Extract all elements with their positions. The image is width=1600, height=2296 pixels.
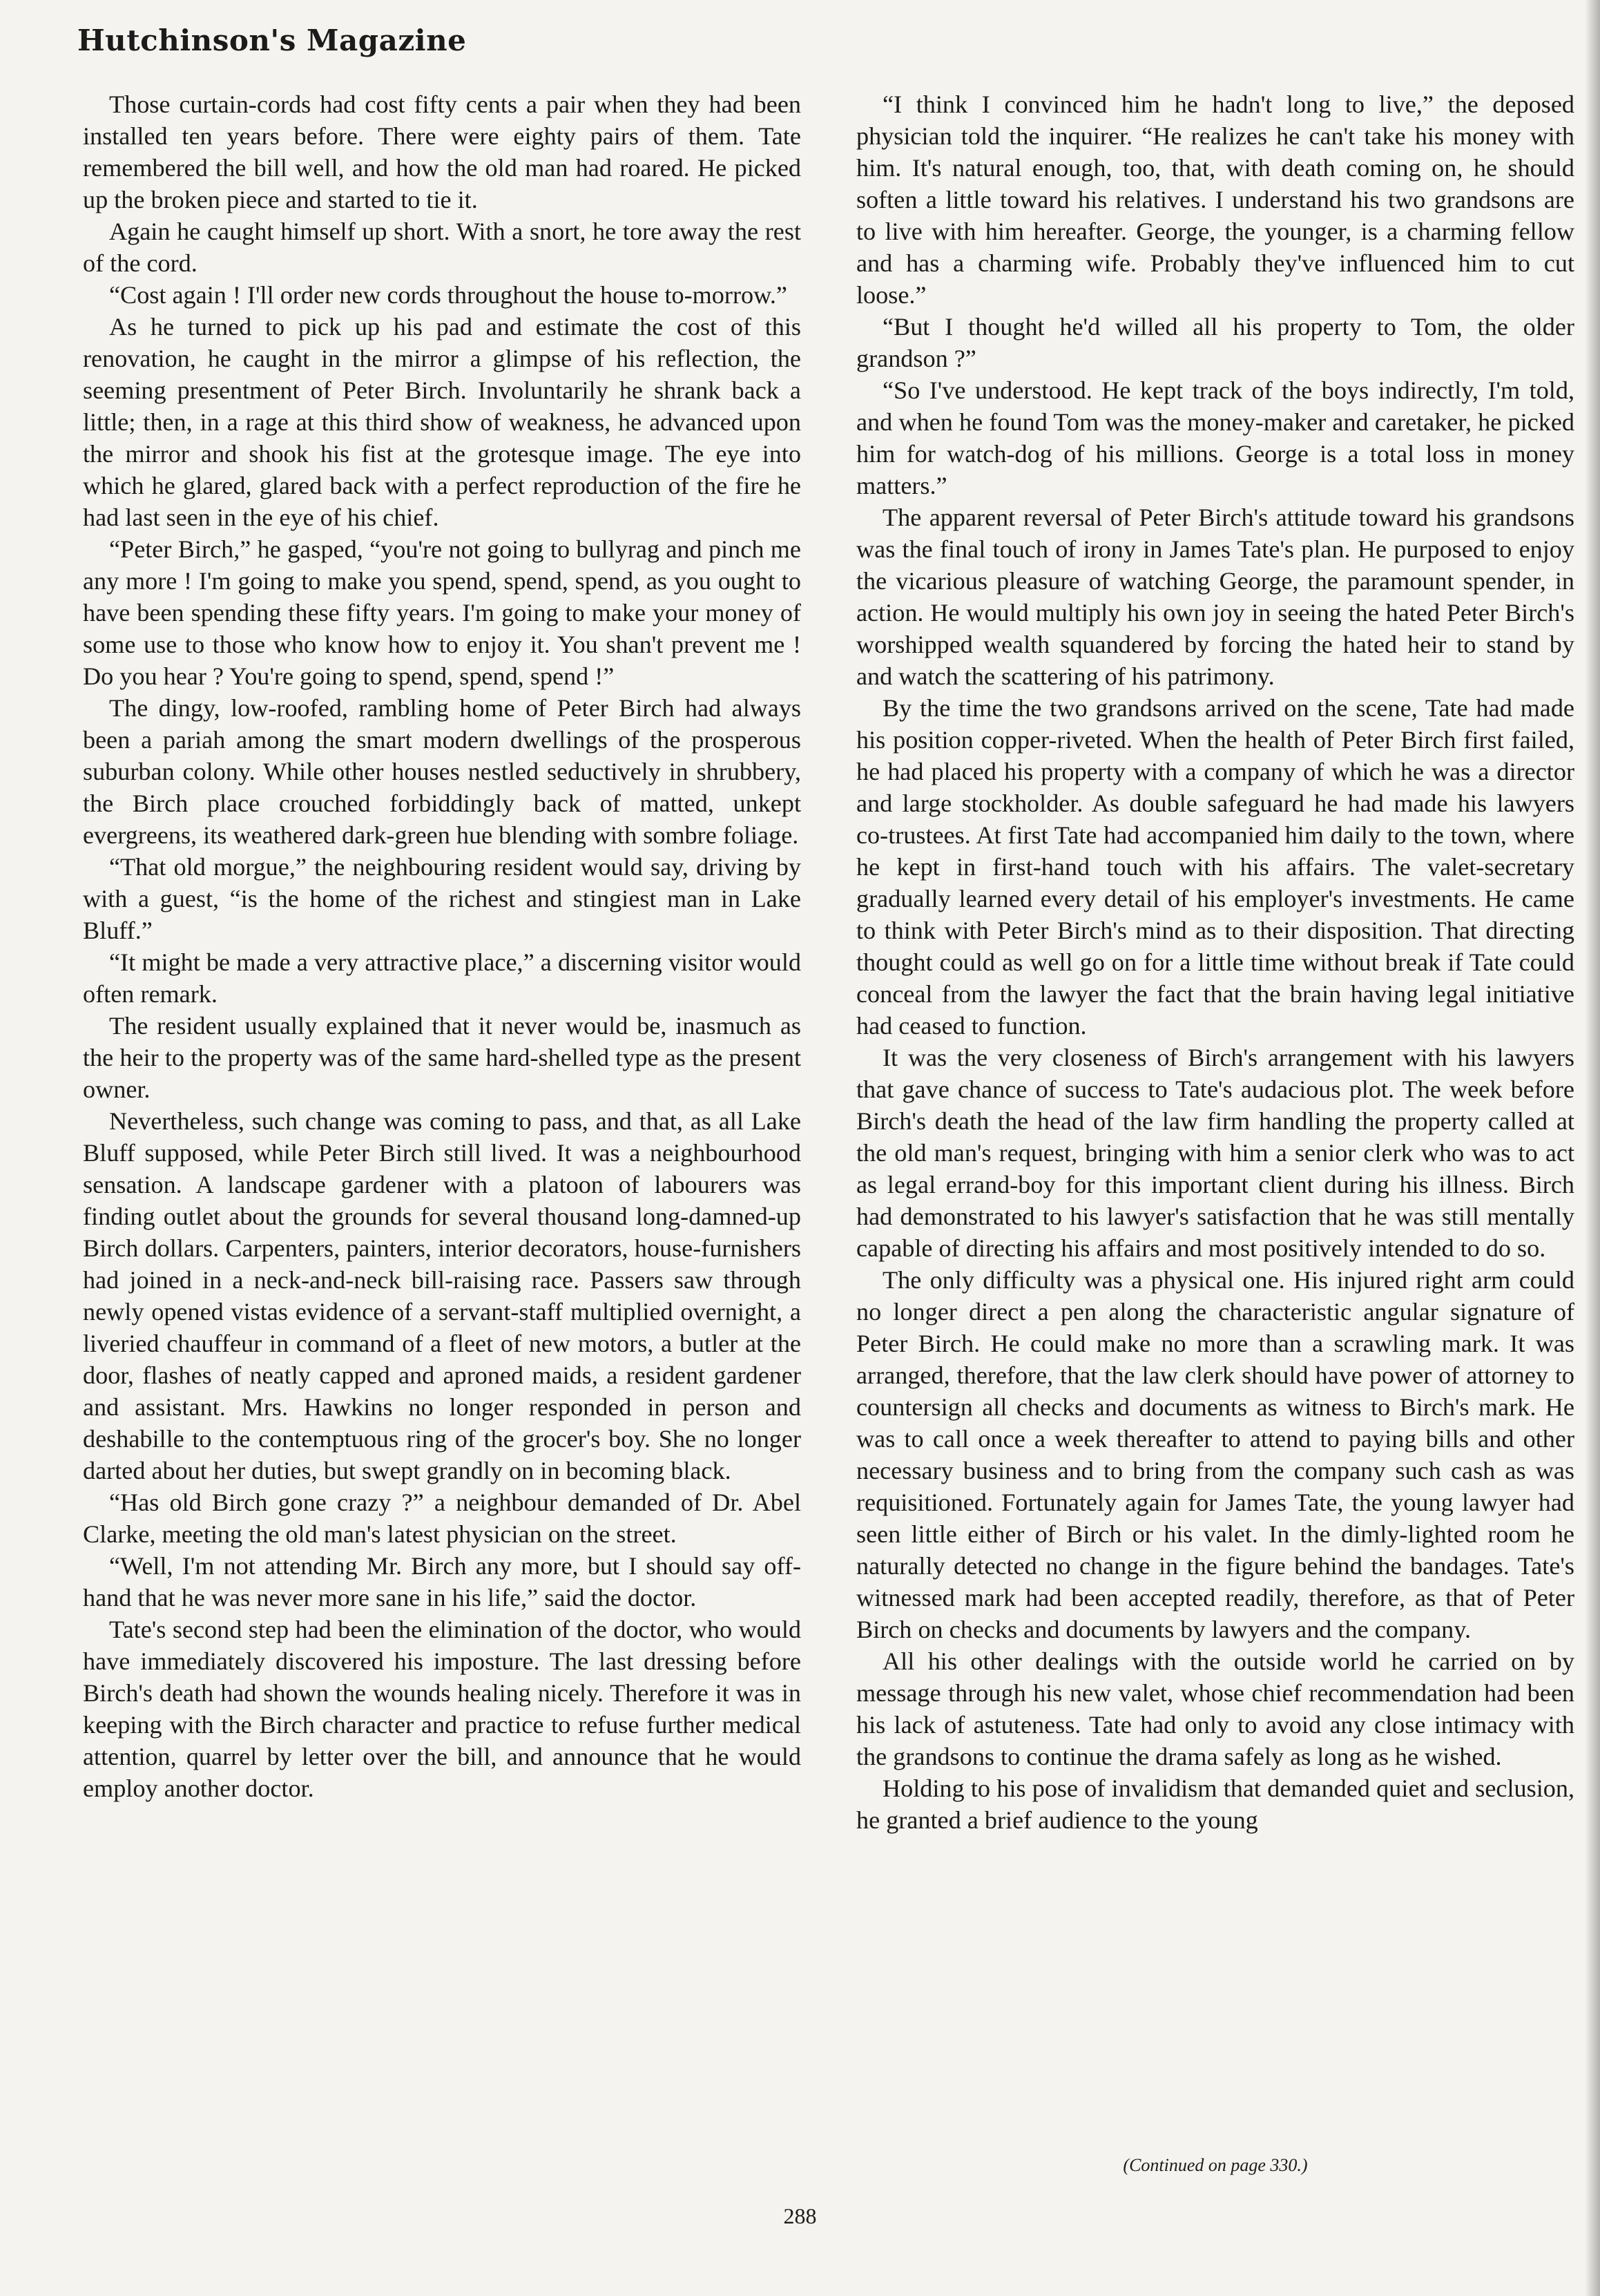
paragraph: “Has old Birch gone crazy ?” a neighbour demanded of Dr. Abel Clarke, meeting the old man's latest physician on the street. <box>83 1489 801 1548</box>
paragraph: “I think I convinced him he hadn't long to live,” the deposed physician told the inquirer. “He realizes he can't take his money with him. It's natural enough, too, that, with death coming on, he should soften a little toward his relatives. I understand his two grandsons are to live with him hereafter. George, the younger, is a charming fellow and has a charming wife. Probably they've influenced him to cut loose.” <box>856 90 1574 309</box>
paragraph: The apparent reversal of Peter Birch's attitude toward his grandsons was the final touch of irony in James Tate's plan. He purposed to enjoy the vicarious pleasure of watching George, the paramount spender, in action. He would multiply his own joy in seeing the hated Peter Birch's worshipped wealth squandered by forcing the hated heir to stand by and watch the scattering of his patrimony. <box>856 504 1574 690</box>
right-column <box>856 88 1574 1836</box>
continuation-note: (Continued on page 330.) <box>1123 2155 1308 2175</box>
page-number: 288 <box>783 2203 817 2228</box>
paragraph: Again he caught himself up short. With a snort, he tore away the rest of the cord. <box>83 218 801 277</box>
left-column <box>83 88 801 1804</box>
paragraph: “Cost again ! I'll order new cords throughout the house to-morrow.” <box>109 281 787 309</box>
paragraph: Nevertheless, such change was coming to pass, and that, as all Lake Bluff supposed, while Peter Birch still lived. It was a neighbourhood sensation. A landscape gardener with a platoon of labourers was finding outlet about the grounds for several thousand long-damned-up Birch dollars. Carpenters, painters, interior decorators, house-furnishers had joined in a neck-and-neck bill-raising race. Passers saw through newly opened vistas evidence of a servant-staff multiplied overnight, a liveried chauffeur in command of a fleet of new motors, a butler at the door, flashes of neatly capped and aproned maids, a resident gardener and assistant. Mrs. Hawkins no longer responded in person and deshabille to the contemptuous ring of the grocer's boy. She no longer darted about her duties, but swept grandly on in becoming black. <box>83 1107 801 1484</box>
paragraph: By the time the two grandsons arrived on the scene, Tate had made his position copper-riveted. When the health of Peter Birch first failed, he had placed his property with a company of which he was a director and large stockholder. As double safeguard he had made his lawyers co-trustees. At first Tate had accompanied him daily to the town, where he kept in first-hand touch with his affairs. The valet-secretary gradually learned every detail of his employer's investments. He came to think with Peter Birch's mind as to their disposition. That directing thought could as well go on for a little time without break if Tate could conceal from the lawyer the fact that the brain having legal initiative had ceased to function. <box>856 694 1574 1040</box>
paragraph: The dingy, low-roofed, rambling home of Peter Birch had always been a pariah among the smart modern dwellings of the prosperous suburban colony. While other houses nestled seductively in shrubbery, the Birch place crouched forbiddingly back of matted, unkept evergreens, its weathered dark-green hue blending with sombre foliage. <box>83 694 801 849</box>
paragraph: It was the very closeness of Birch's arrangement with his lawyers that gave chance of success to Tate's audacious plot. The week before Birch's death the head of the law firm handling the property called at the old man's request, bringing with him a senior clerk who was to act as legal errand-boy for this important client during his illness. Birch had demonstrated to his lawyer's satisfaction that he was still mentally capable of directing his affairs and most positively intended to do so. <box>856 1044 1574 1262</box>
paragraph: All his other dealings with the outside world he carried on by message through his new valet, whose chief recommendation had been his lack of astuteness. Tate had only to avoid any close intimacy with the grandsons to continue the drama safely as long as he wished. <box>856 1647 1574 1770</box>
page-edge-shadow <box>1585 0 1600 2296</box>
paragraph: “Well, I'm not attending Mr. Birch any more, but I should say off-hand that he was never more sane in his life,” said the doctor. <box>83 1552 801 1611</box>
paragraph: “Peter Birch,” he gasped, “you're not going to bullyrag and pinch me any more ! I'm going to make you spend, spend, spend, as you ought to have been spending these fifty years. I'm going to make your money of some use to those who know how to enjoy it. You shan't prevent me ! Do you hear ? You're going to spend, spend, spend !” <box>83 535 801 690</box>
paragraph: The resident usually explained that it never would be, inasmuch as the heir to the property was of the same hard-shelled type as the present owner. <box>83 1012 801 1103</box>
paragraph: “So I've understood. He kept track of the boys indirectly, I'm told, and when he found Tom was the money-maker and caretaker, he picked him for watch-dog of his millions. George is a total loss in money matters.” <box>856 376 1574 499</box>
paragraph: “That old morgue,” the neighbouring resident would say, driving by with a guest, “is the home of the richest and stingiest man in Lake Bluff.” <box>83 853 801 944</box>
running-header: Hutchinson's Magazine <box>77 23 467 57</box>
paragraph: “But I thought he'd willed all his property to Tom, the older grandson ?” <box>856 313 1574 372</box>
paragraph: Those curtain-cords had cost fifty cents a pair when they had been installed ten years before. There were eighty pairs of them. Tate remembered the bill well, and how the old man had roared. He picked up the broken piece and started to tie it. <box>83 90 801 213</box>
paragraph: The only difficulty was a physical one. His injured right arm could no longer direct a pen along the characteristic angular signature of Peter Birch. He could make no more than a scrawling mark. It was arranged, therefore, that the law clerk should have power of attorney to countersign all checks and documents as witness to Birch's mark. He was to call once a week thereafter to attend to paying bills and other necessary business and to bring from the company such cash as was requisitioned. Fortunately again for James Tate, the young lawyer had seen little either of Birch or his valet. In the dimly-lighted room he naturally detected no change in the figure behind the bandages. Tate's witnessed mark had been accepted readily, therefore, as that of Peter Birch on checks and documents by lawyers and the company. <box>856 1266 1574 1643</box>
paragraph: Holding to his pose of invalidism that demanded quiet and seclusion, he granted a brief audience to the young <box>856 1774 1574 1834</box>
paragraph: Tate's second step had been the elimination of the doctor, who would have immediately discovered his imposture. The last dressing before Birch's death had shown the wounds healing nicely. Therefore it was in keeping with the Birch character and practice to refuse further medical attention, quarrel by letter over the bill, and announce that he would employ another doctor. <box>83 1616 801 1802</box>
paragraph: As he turned to pick up his pad and estimate the cost of this renovation, he caught in the mirror a glimpse of his reflection, the seeming presentment of Peter Birch. Involuntarily he shrank back a little; then, in a rage at this third show of weakness, he advanced upon the mirror and shook his fist at the grotesque image. The eye into which he glared, glared back with a perfect reproduction of the fire he had last seen in the eye of his chief. <box>83 313 801 531</box>
paragraph: “It might be made a very attractive place,” a discerning visitor would often remark. <box>83 948 801 1008</box>
